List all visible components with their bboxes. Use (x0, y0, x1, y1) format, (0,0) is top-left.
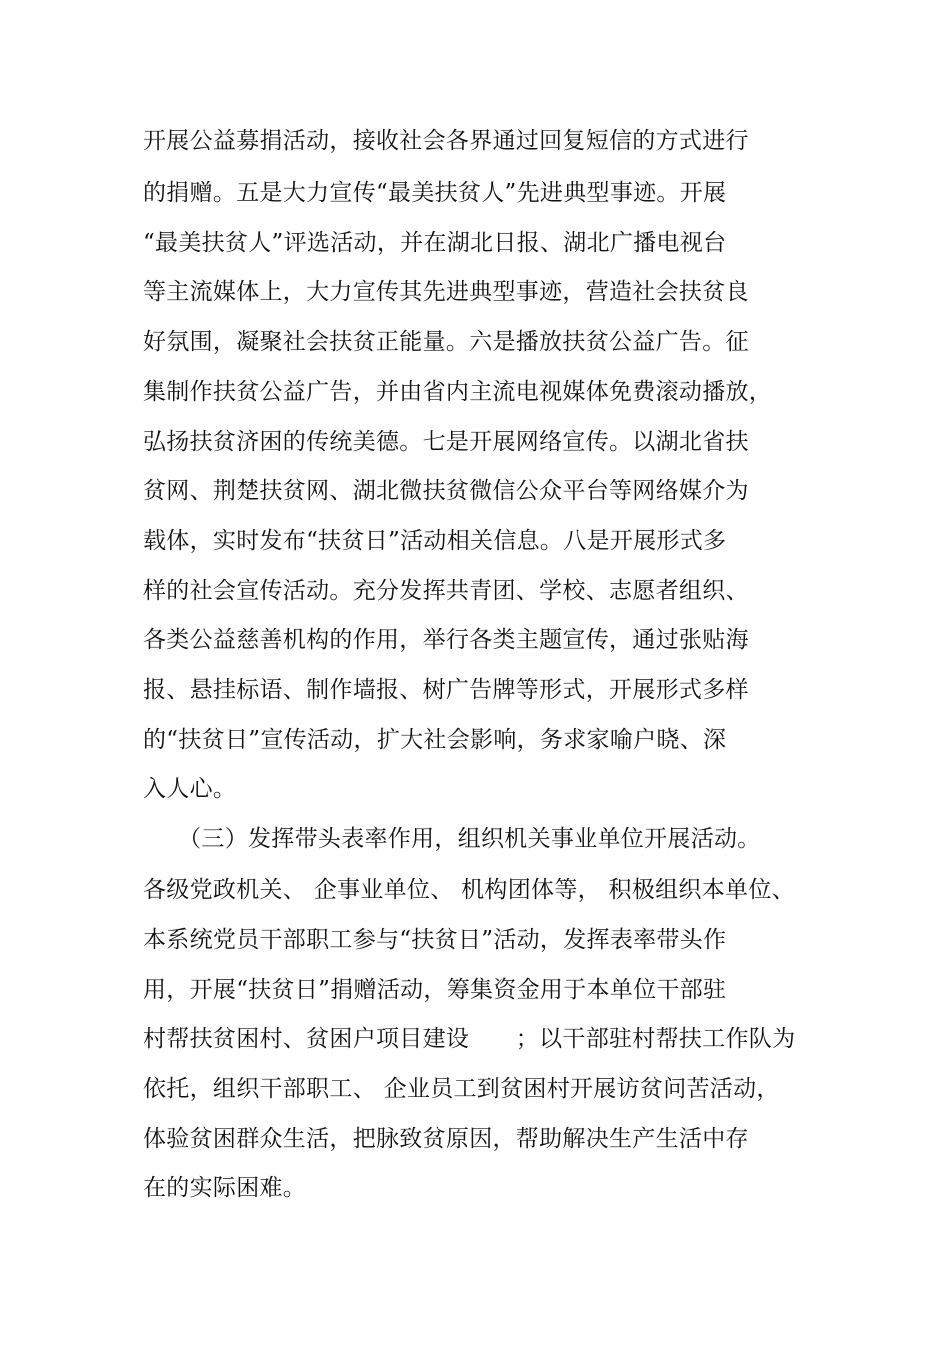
text-line: 贫网、荆楚扶贫网、湖北微扶贫微信公众平台等网络媒介为 (143, 478, 749, 504)
text-line: 好氛围，凝聚社会扶贫正能量。六是播放扶贫公益广告。征 (143, 329, 749, 355)
text-line: 入人心。 (143, 776, 237, 802)
text-line: （三）发挥带头表率作用，组织机关事业单位开展活动。 (143, 826, 761, 852)
text-line: 依托，组织干部职工、 企业员工到贫困村开展访贫问苦活动， (143, 1076, 780, 1102)
text-line: 本系统党员干部职工参与“扶贫日”活动，发挥表率带头作 (143, 927, 727, 953)
text-line: 报、悬挂标语、制作墙报、树广告牌等形式，开展形式多样 (143, 677, 749, 703)
text-line: 弘扬扶贫济困的传统美德。七是开展网络宣传。以湖北省扶 (143, 429, 749, 455)
text-line: 开展公益募捐活动，接收社会各界通过回复短信的方式进行 (143, 128, 749, 154)
text-line: 各类公益慈善机构的作用，举行各类主题宣传，通过张贴海 (143, 627, 749, 653)
text-line: 用，开展“扶贫日”捐赠活动，筹集资金用于本单位干部驻 (143, 977, 727, 1003)
text-line: 体验贫困群众生活，把脉致贫原因，帮助解决生产生活中存 (143, 1126, 749, 1152)
text-line: 在的实际困难。 (143, 1175, 307, 1201)
text-line: “最美扶贫人”评选活动，并在湖北日报、湖北广播电视台 (143, 230, 727, 256)
text-line: 的捐赠。五是大力宣传“最美扶贫人”先进典型事迹。开展 (143, 180, 727, 206)
text-line: 村帮扶贫困村、贫困户项目建设 ；以干部驻村帮扶工作队为 (143, 1026, 796, 1052)
text-line: 集制作扶贫公益广告，并由省内主流电视媒体免费滚动播放， (143, 379, 773, 405)
text-line: 样的社会宣传活动。充分发挥共青团、学校、志愿者组织、 (143, 578, 749, 604)
text-line: 的“扶贫日”宣传活动，扩大社会影响，务求家喻户晓、深 (143, 727, 727, 753)
text-line: 载体，实时发布“扶贫日”活动相关信息。八是开展形式多 (143, 528, 727, 554)
text-line: 等主流媒体上，大力宣传其先进典型事迹，营造社会扶贫良 (143, 279, 749, 305)
text-line: 各级党政机关、 企事业单位、 机构团体等， 积极组织本单位、 (143, 877, 795, 903)
